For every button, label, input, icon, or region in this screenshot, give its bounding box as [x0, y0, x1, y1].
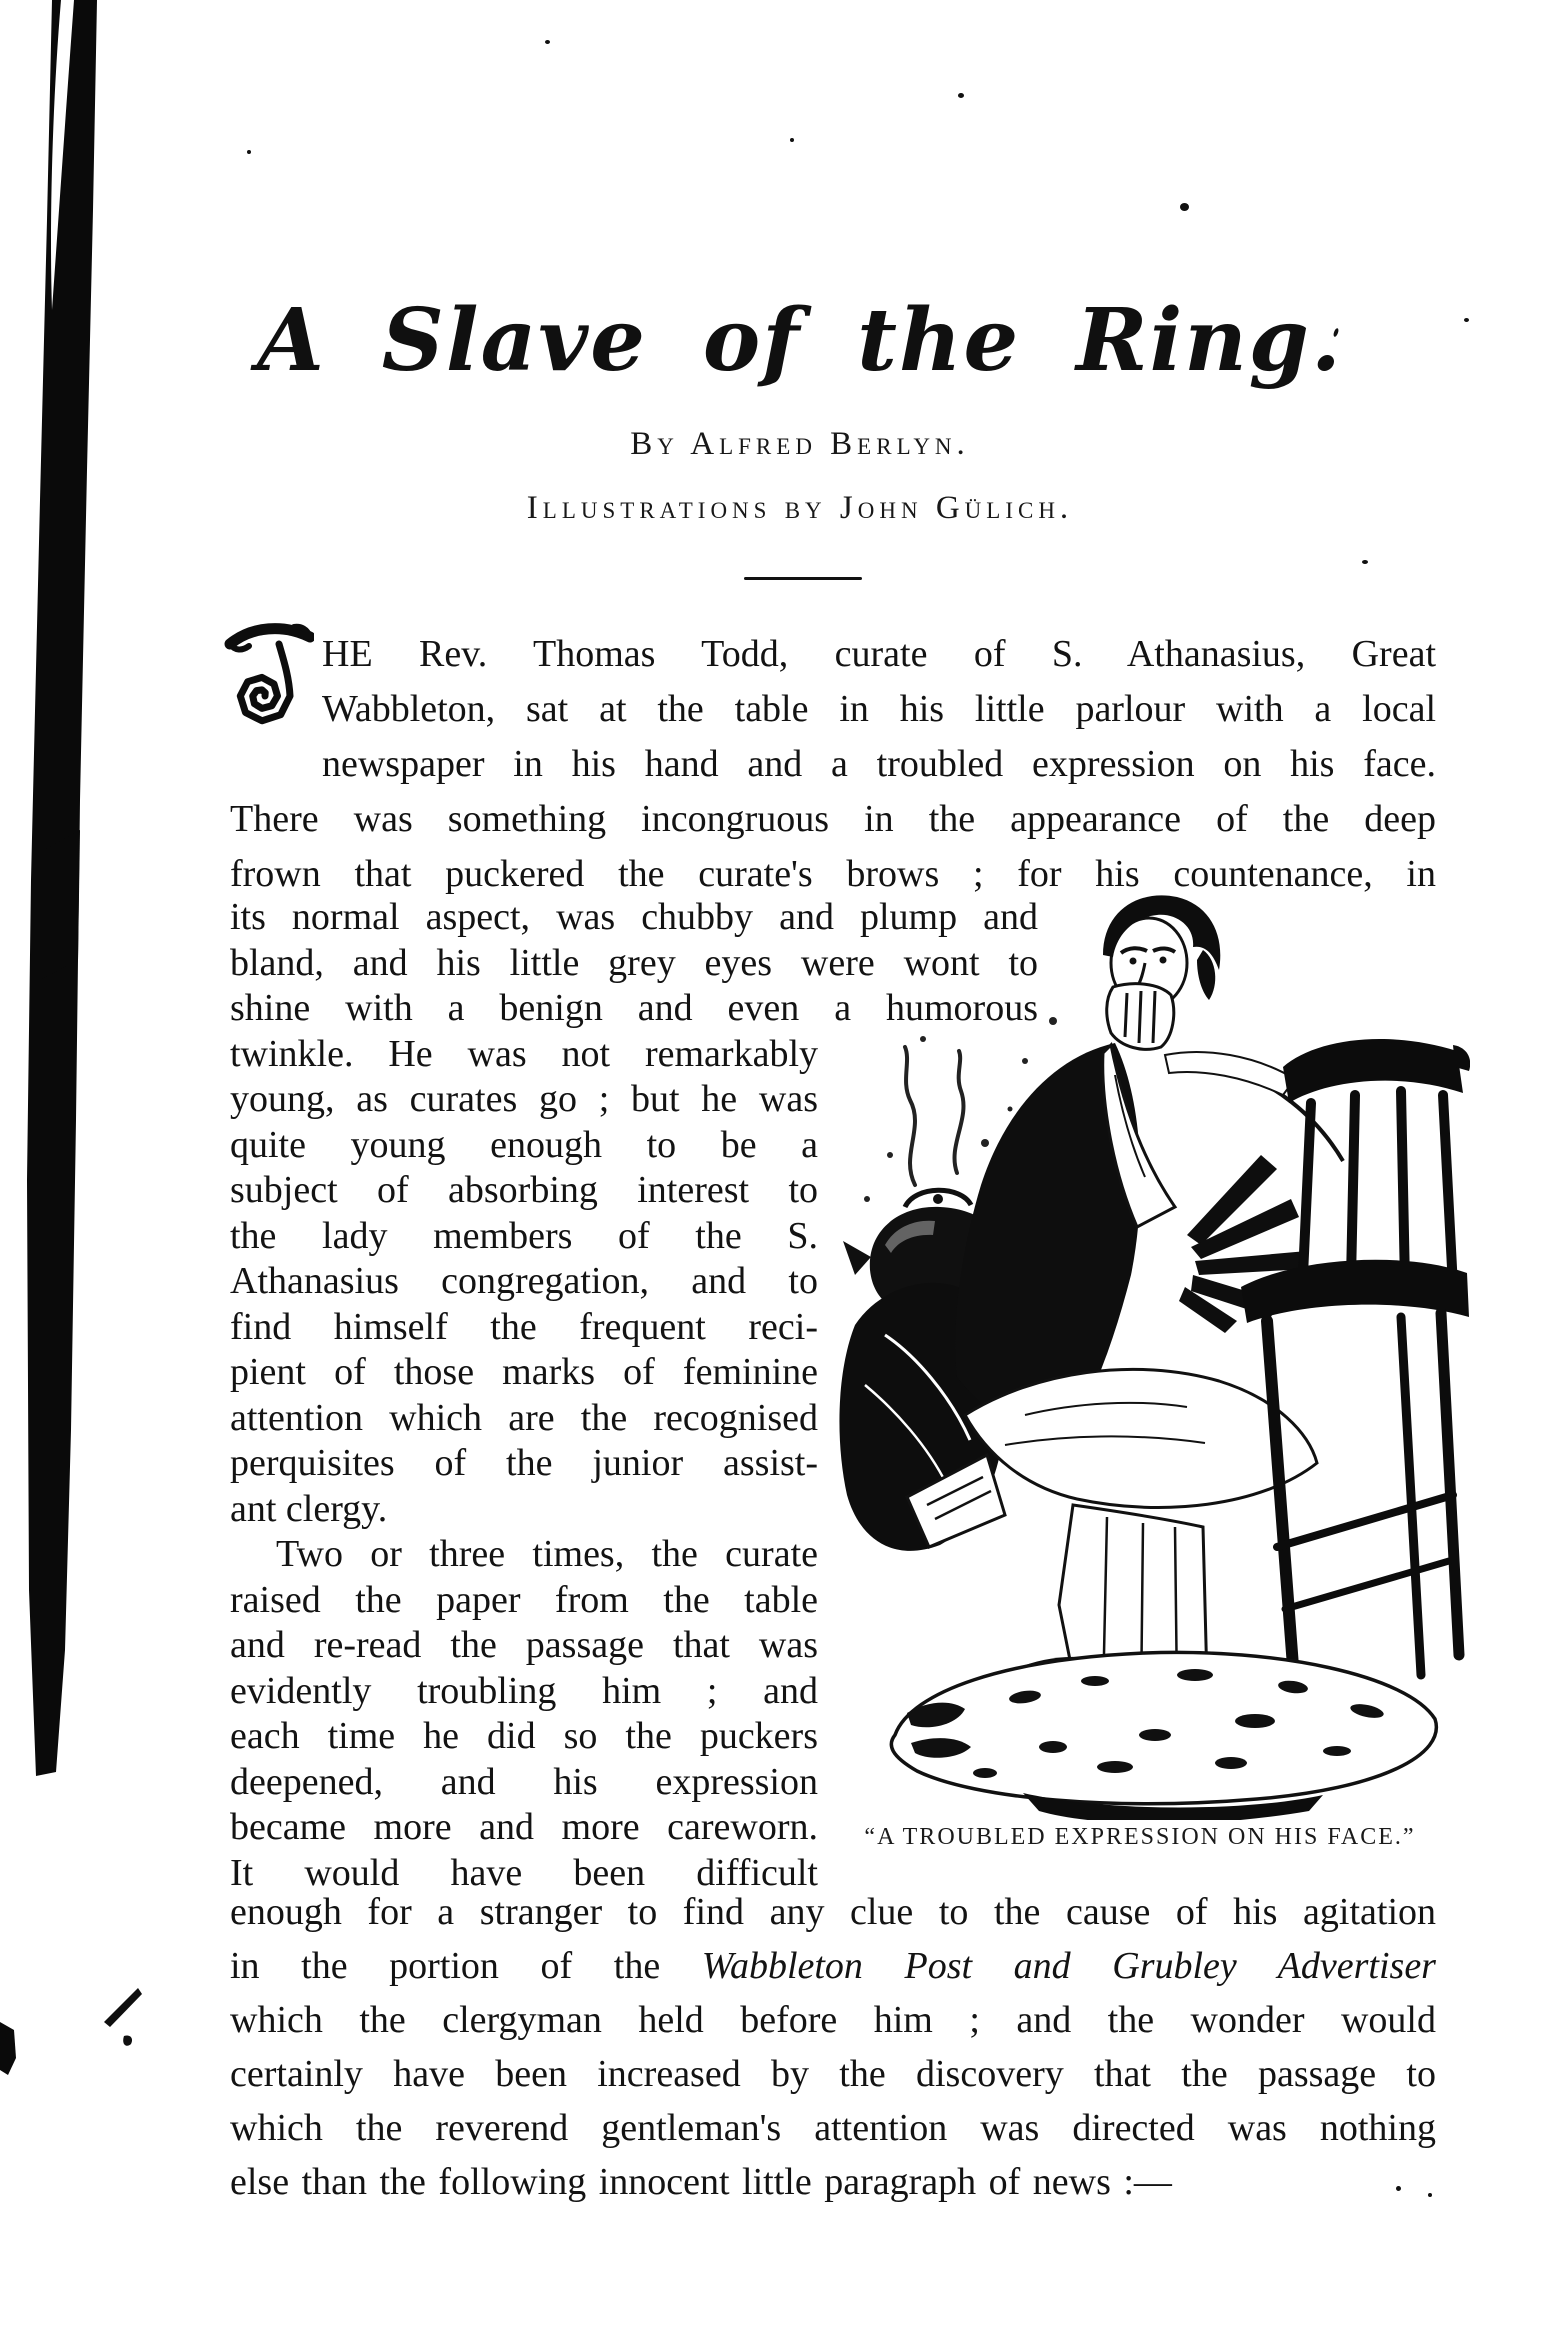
- scan-speck: [958, 93, 964, 98]
- text-segment: in the portion of the: [230, 1945, 702, 1987]
- text-line: Athanasius congregation, and to: [230, 1260, 818, 1302]
- story-title: A Slave of the Ring.: [257, 290, 1343, 391]
- text-line: enough for a stranger to find any clue to the cause of his agitation: [230, 1891, 1436, 1933]
- text-line: and re-read the passage that was: [230, 1624, 818, 1666]
- rug: [891, 1652, 1436, 1820]
- newspaper-name-italic: Wabbleton Post and Grubley Advertiser: [701, 1945, 1436, 1987]
- author-byline: By Alfred Berlyn.: [630, 426, 970, 462]
- text-line: newspaper in his hand and a troubled expression on his face.: [322, 743, 1436, 785]
- text-line: find himself the frequent reci-: [230, 1306, 818, 1348]
- text-line: perquisites of the junior assist-: [230, 1442, 818, 1484]
- text-line: each time he did so the puckers: [230, 1715, 818, 1757]
- scan-speck: [790, 138, 794, 142]
- text-line: the lady members of the S.: [230, 1215, 818, 1257]
- text-line: evidently troubling him ; and: [230, 1670, 818, 1712]
- scan-speck: [247, 150, 251, 154]
- text-line: quite young enough to be a: [230, 1124, 818, 1166]
- windsor-chair: [1241, 1039, 1470, 1693]
- text-line: young, as curates go ; but he was: [230, 1078, 818, 1120]
- drop-cap-letter: [222, 620, 314, 745]
- scan-speck: [545, 40, 550, 44]
- curate-figure: [949, 895, 1343, 1779]
- text-line: It would have been difficult: [230, 1852, 818, 1894]
- text-line: Two or three times, the curate: [276, 1533, 818, 1575]
- text-line: its normal aspect, was chubby and plump and: [230, 896, 1038, 938]
- text-line: frown that puckered the curate's brows ; for his countenance, in: [230, 853, 1436, 895]
- text-line: attention which are the recognised: [230, 1397, 818, 1439]
- title-rule: [744, 577, 862, 580]
- text-line: twinkle. He was not remarkably: [230, 1033, 818, 1075]
- text-line: bland, and his little grey eyes were wont to: [230, 942, 1038, 984]
- text-line: subject of absorbing interest to: [230, 1169, 818, 1211]
- illustrator-credit: Illustrations by John Gülich.: [526, 490, 1074, 526]
- text-line: which the reverend gentleman's attention was directed was nothing: [230, 2107, 1436, 2149]
- text-line: deepened, and his expression: [230, 1761, 818, 1803]
- scan-speck: [1362, 560, 1368, 564]
- illustration-curate-in-chair: [555, 855, 1470, 1820]
- text-line: Wabbleton, sat at the table in his little parlour with a local: [322, 688, 1436, 730]
- text-line: else than the following innocent little paragraph of news :—: [230, 2161, 1172, 2203]
- illustration-caption: “A TROUBLED EXPRESSION ON HIS FACE.”: [864, 1824, 1416, 1850]
- text-line: [230, 1944, 1436, 1988]
- text-line: HE Rev. Thomas Todd, curate of S. Athanasius, Great: [322, 633, 1436, 675]
- scan-speck: [1180, 203, 1189, 211]
- text-line: which the clergyman held before him ; and the wonder would: [230, 1999, 1436, 2041]
- text-line: There was something incongruous in the appearance of the deep: [230, 798, 1436, 840]
- text-line: shine with a benign and even a humorous: [230, 987, 1038, 1029]
- text-line: raised the paper from the table: [230, 1579, 818, 1621]
- text-line: pient of those marks of feminine: [230, 1351, 818, 1393]
- text-line: ant clergy.: [230, 1488, 388, 1530]
- text-line: became more and more careworn.: [230, 1806, 818, 1848]
- text-line: certainly have been increased by the discovery that the passage to: [230, 2053, 1436, 2095]
